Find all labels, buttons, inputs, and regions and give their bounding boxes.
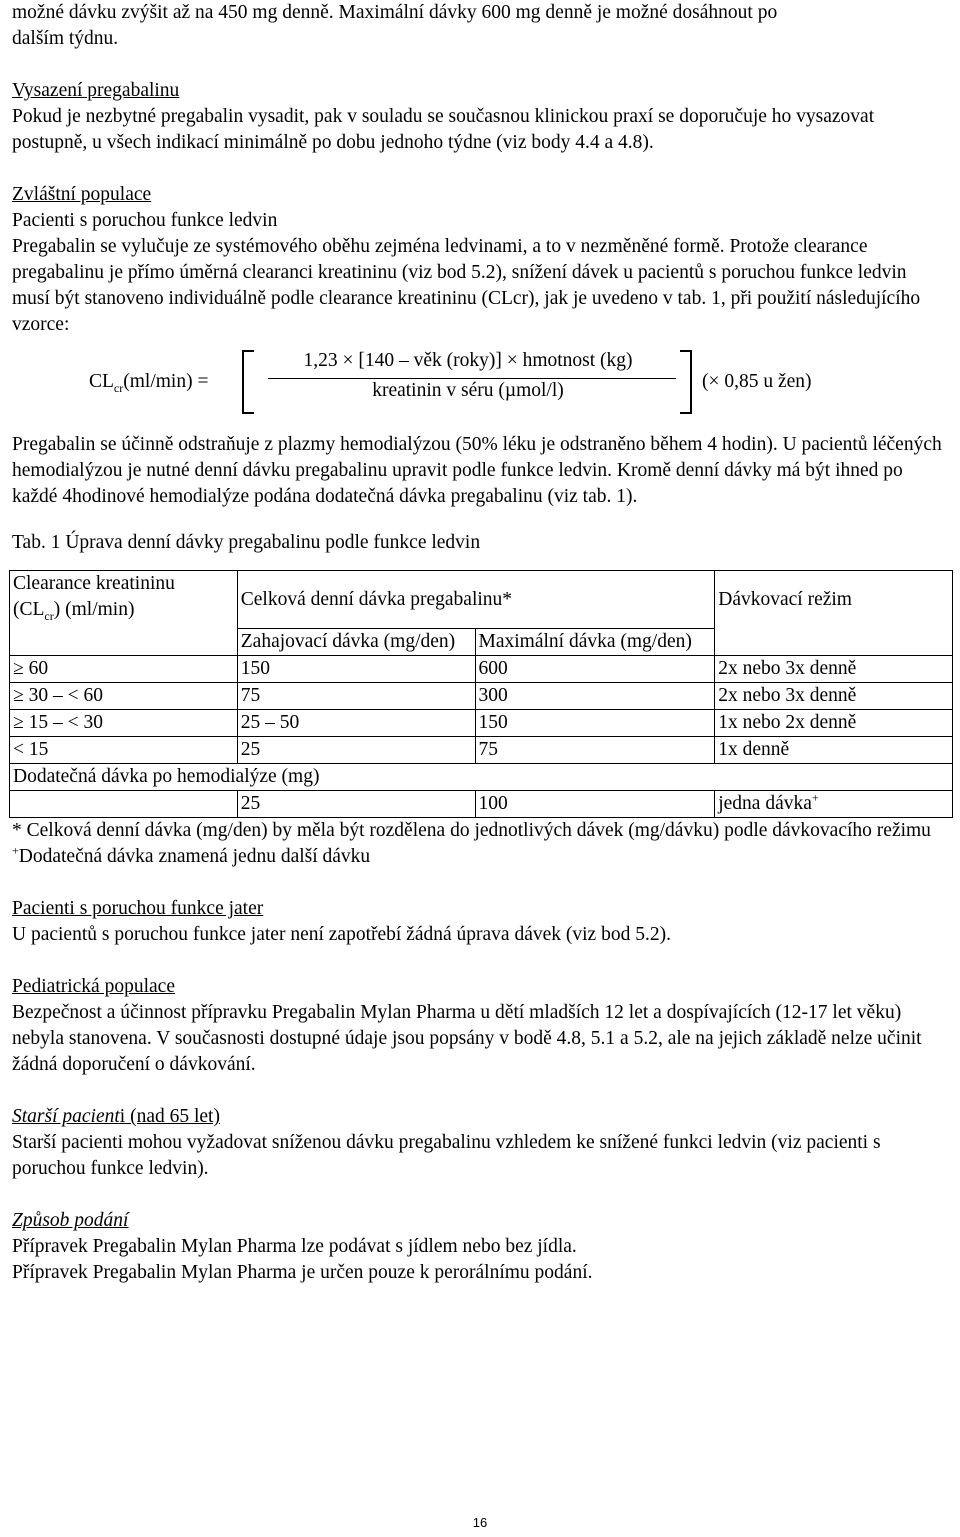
header-starting-dose: Zahajovací dávka (mg/den)	[237, 629, 475, 656]
renal-subheading: Pacienti s poruchou funkce ledvin	[12, 210, 278, 231]
footnote-plus: +Dodatečná dávka znamená jednu další dávku	[12, 843, 371, 868]
hemodialysis-text: Pregabalin se účinně odstraňuje z plazmy hemodialýzou (50% léku je odstraněno během 4 hodin). U pacientů léčených hemodialýzou je nutné denní dávku pregabalinu upravit podle funkce ledvin. Kromě denní dávky má být ihned po každé 4hodinové hemodialýze podána dodatečná dávka pregabalinu (viz tab. 1).	[12, 434, 942, 507]
table-supplement-row: 25 100 jedna dávka+	[10, 791, 953, 818]
table-row: ≥ 60 150 600 2x nebo 3x denně	[10, 656, 953, 683]
withdrawal-text: Pokud je nezbytné pregabalin vysadit, pak v souladu se současnou klinickou praxí se doporučuje ho vysazovat postupně, u všech indikací minimálně po dobu jednoho týdne (viz body 4.4 a 4.8).	[12, 106, 875, 153]
dose-adjustment-table	[9, 570, 953, 818]
administration-line-1: Přípravek Pregabalin Mylan Pharma lze podávat s jídlem nebo bez jídla.	[12, 1236, 577, 1258]
formula-lhs: $CL_{cr}(ml/\min)$ =	[89, 371, 209, 395]
elderly-heading: Starší pacienti (nad 65 let)	[12, 1106, 220, 1128]
formula-denominator: kreatinin v séru (µmol/l)	[372, 380, 564, 401]
special-populations-heading: Zvláštní populace	[12, 184, 152, 205]
page-number: 16	[472, 1515, 488, 1530]
table-caption: Tab. 1 Úprava denní dávky pregabalinu podle funkce ledvin	[12, 532, 481, 553]
supplement-label: Dodatečná dávka po hemodialýze (mg)	[10, 764, 953, 791]
document-page	[12, 0, 942, 1286]
supplement-regimen: jedna dávka+	[715, 791, 953, 818]
intro-line-1: možné dávku zvýšit až na 450 mg denně. Maximální dávky 600 mg denně je možné dosáhnout po	[12, 2, 778, 23]
administration-line-2: Přípravek Pregabalin Mylan Pharma je určen pouze k perorálnímu podání.	[12, 1262, 593, 1284]
withdrawal-heading: Vysazení pregabalinu	[12, 80, 180, 101]
clearance-formula	[12, 348, 942, 432]
table-header-row	[10, 571, 953, 629]
table-row: < 15 25 75 1x denně	[10, 737, 953, 764]
intro-line-2: dalším týdnu.	[12, 28, 119, 49]
footnote-star: * Celková denní dávka (mg/den) by měla být rozdělena do jednotlivých dávek (mg/dávku) podle dávkovacího režimu	[12, 820, 931, 842]
header-regimen: Dávkovací režim	[715, 571, 953, 629]
table-supplement-label-row	[10, 764, 953, 791]
table-subheader-row	[10, 629, 953, 656]
formula-right-bracket	[680, 350, 692, 414]
administration-heading: Způsob podání	[12, 1210, 129, 1232]
pediatric-text: Bezpečnost a účinnost přípravku Pregabalin Mylan Pharma u dětí mladších 12 let a dospívajících (12-17 let věku) nebyla stanovena. V současnosti dostupné údaje jsou popsány v bodě 4.8, 5.1 a 5.2, ale na jejich základě nelze učinit žádná doporučení o dávkování.	[12, 1002, 922, 1076]
hepatic-heading: Pacienti s poruchou funkce jater	[12, 898, 264, 920]
renal-text: Pregabalin se vylučuje ze systémového oběhu zejména ledvinami, a to v nezměněné formě. Protože clearance pregabalinu je přímo úměrná clearanci kreatininu (viz bod 5.2), snížení dávek u pacientů s poruchou funkce ledvin musí být stanoveno individuálně podle clearance kreatininu (CLcr), jak je uvedeno v tab. 1, při použití následujícího vzorce:	[12, 236, 921, 335]
header-maximum-dose: Maximální dávka (mg/den)	[475, 629, 715, 656]
table-row: ≥ 30 – < 60 75 300 2x nebo 3x denně	[10, 683, 953, 710]
hepatic-text: U pacientů s poruchou funkce jater není zapotřebí žádná úprava dávek (viz bod 5.2).	[12, 924, 671, 946]
formula-rhs: (× 0,85 u žen)	[702, 371, 812, 392]
header-clearance: Clearance kreatininu $(CL_{cr})$ (ml/min)	[10, 571, 238, 629]
table-row: ≥ 15 – < 30 25 – 50 150 1x nebo 2x denně	[10, 710, 953, 737]
formula-numerator: 1,23 × [140 – věk (roky)] × hmotnost (kg)	[303, 350, 633, 371]
elderly-text: Starší pacienti mohou vyžadovat sníženou dávku pregabalinu vzhledem ke snížené funkci ledvin (viz pacienti s poruchou funkce ledvin).	[12, 1132, 881, 1180]
pediatric-heading: Pediatrická populace	[12, 976, 175, 998]
formula-left-bracket	[242, 350, 254, 414]
header-total-daily-dose: Celková denní dávka pregabalinu*	[237, 571, 714, 629]
